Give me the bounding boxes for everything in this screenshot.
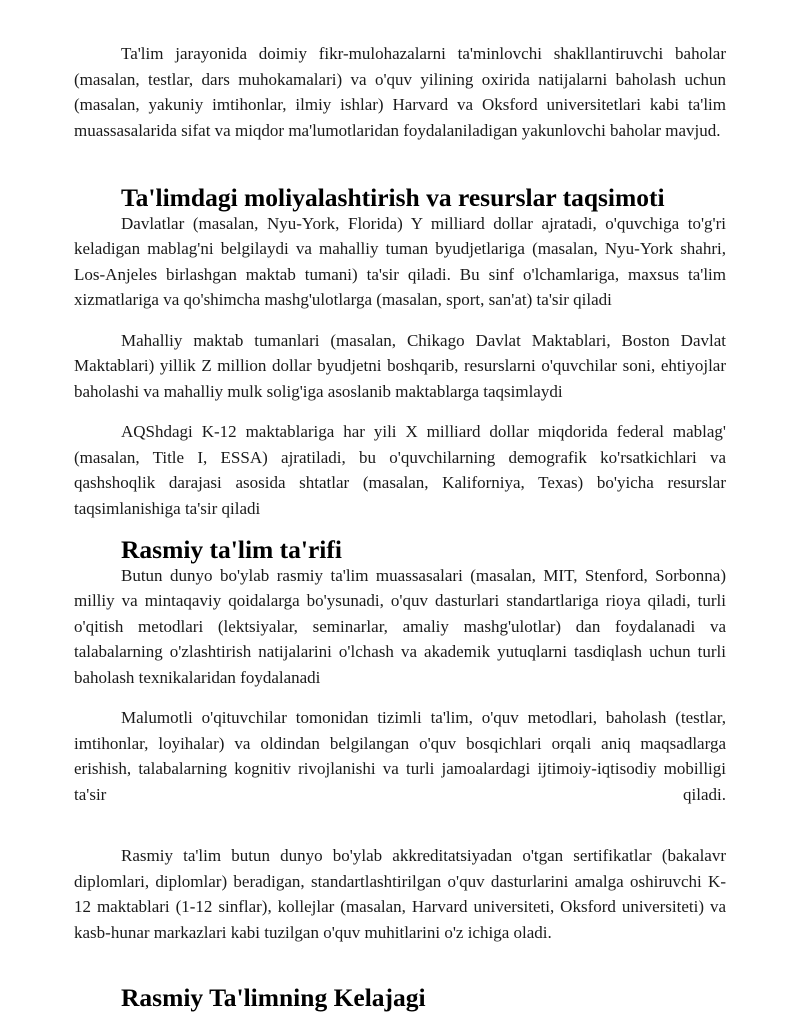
paragraph-institutions: Butun dunyo bo'ylab rasmiy ta'lim muassasalari (masalan, MIT, Stenford, Sorbonna) milliy va mintaqaviy qoidalarga bo'ysunadi, o'quv dasturlari standartlariga rioya qiladi, turli o'qitish metodlari (lektsiyalar, seminarlar, amaliy mashg'ulotlar) dan foydalanadi va talabalarning o'zlashtirish natijalarini o'lchash va akademik yutuqlarni tasdiqlash uchun turli baholash texnikalaridan foydalanadi bbox=[74, 565, 726, 687]
paragraph-assessments: Ta'lim jarayonida doimiy fikr-mulohazalarni ta'minlovchi shakllantiruvchi baholar (masalan, testlar, dars muhokamalari) va o'quv yilining oxirida natijalarni baholash uchun (masalan, yakuniy imtihonlar, ilmiy ishlar) Harvard va Oksford universitetlari kabi ta'lim muassasalarida sifat va miqdor ma'lumotlaridan foydalaniladigan yakunlovchi baholar mavjud. bbox=[74, 44, 726, 140]
document-page bbox=[74, 0, 726, 1011]
heading-formal-education-definition: Rasmiy ta'lim ta'rifi bbox=[121, 535, 342, 564]
paragraph-teachers: Malumotli o'qituvchilar tomonidan tizimli ta'lim, o'quv metodlari, baholash (testlar, imtihonlar, loyihalar) va oldindan belgilangan o'quv bosqichlari orqali aniq maqsadlarga erishish, talabalarning kognitiv rivojlanishi va turli jamoalardagi ijtimoiy-iqtisodiy mobilligi ta'sir qiladi. bbox=[74, 708, 726, 804]
paragraph-local-districts: Mahalliy maktab tumanlari (masalan, Chikago Davlat Maktablari, Boston Davlat Maktablari) yillik Z million dollar byudjetni boshqarib, resurslarni o'quvchilar soni, ehtiyojlar baholashi va mahalliy mulk solig'iga asoslanib maktablarga taqsimlaydi bbox=[74, 330, 726, 401]
paragraph-state-funding: Davlatlar (masalan, Nyu-York, Florida) Y milliard dollar ajratadi, o'quvchiga to'g'ri keladigan mablag'ni belgilaydi va mahalliy tuman byudjetlariga (masalan, Nyu-York shahri, Los-Anjeles birlashgan maktab tumani) ta'sir qiladi. Bu sinf o'lchamlariga, maxsus ta'lim xizmatlariga va qo'shimcha mashg'ulotlarga (masalan, sport, san'at) ta'sir qiladi bbox=[74, 213, 726, 309]
paragraph-federal-funding: AQShdagi K-12 maktablariga har yili X milliard dollar miqdorida federal mablag' (masalan, Title I, ESSA) ajratiladi, bu o'quvchilarning demografik ko'rsatkichlari va qashshoqlik darajasi asosida shtatlar (masalan, Kaliforniya, Texas) bo'yicha resurslar taqsimlanishiga ta'sir qiladi bbox=[74, 422, 726, 518]
heading-funding: Ta'limdagi moliyalashtirish va resurslar taqsimoti bbox=[121, 183, 665, 212]
paragraph-formal-education-scope: Rasmiy ta'lim butun dunyo bo'ylab akkreditatsiyadan o'tgan sertifikatlar (bakalavr diplomlari, diplomlar) beradigan, standartlashtirilgan o'quv dasturlarini amalga oshiruvchi K-12 maktablari (1-12 sinflar), kollejlar (masalan, Harvard universiteti, Oksford universiteti) va kasb-hunar markazlari kabi tuzilgan o'quv muhitlarini o'z ichiga oladi. bbox=[74, 846, 726, 942]
heading-future-of-formal-education: Rasmiy Ta'limning Kelajagi bbox=[121, 983, 426, 1012]
